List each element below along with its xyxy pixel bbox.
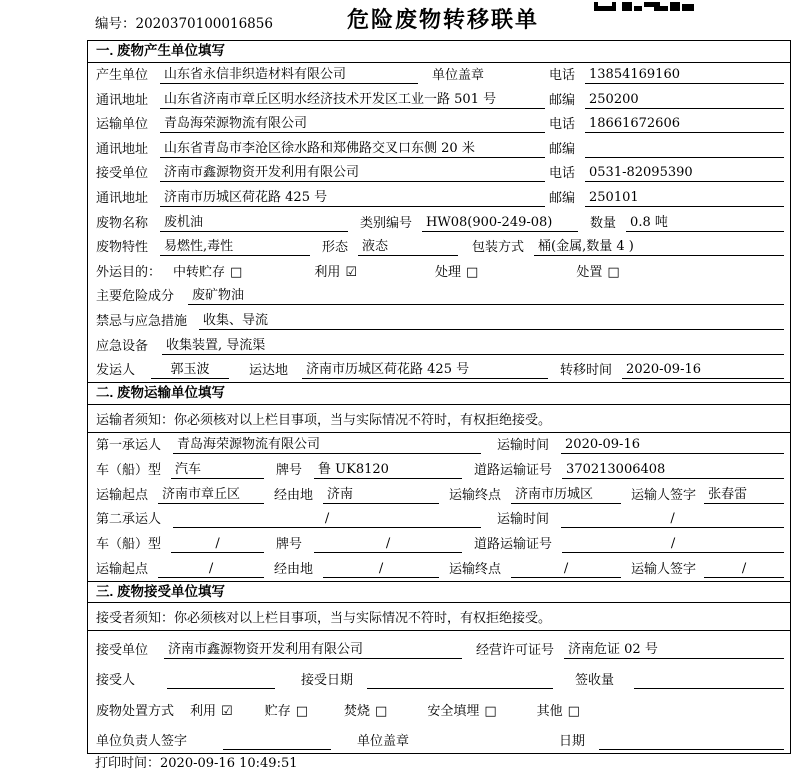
checkbox-unchecked-icon: □	[607, 264, 620, 280]
amount-value	[634, 671, 784, 689]
section-receiver	[88, 581, 790, 754]
receive-person-row	[88, 662, 790, 693]
receiver-label: 接受单位	[96, 166, 149, 182]
end2-label: 运输终点	[449, 561, 502, 577]
category-value: HW08(900-249-08)	[422, 214, 578, 232]
carrier2-label: 第二承运人	[96, 512, 162, 528]
end1-value: 济南市历城区	[511, 486, 621, 504]
transporter-notice: 运输者须知：你必须核对以上栏目事项，当与实际情况不符时，有权拒绝接受。	[88, 405, 790, 433]
shipper-value: 郭玉波	[151, 361, 229, 379]
receive-person-label: 接受人	[96, 673, 136, 689]
checkbox-unchecked-icon: □	[466, 264, 479, 280]
end2-value: /	[511, 560, 621, 578]
receive-unit-row	[88, 631, 790, 662]
receive-date-value	[367, 671, 553, 689]
end1-label: 运输终点	[449, 487, 502, 503]
zip3-label: 邮编	[549, 191, 576, 207]
hazard-row	[88, 284, 790, 309]
serial-number: 2020370100016856	[135, 16, 273, 32]
time1-label: 运输时间	[497, 438, 550, 454]
route2-row	[88, 556, 790, 581]
sign2-value: /	[704, 560, 784, 578]
qty-value: 0.8 吨	[626, 214, 784, 232]
sign1-value: 张春雷	[704, 486, 784, 504]
section-transporter	[88, 382, 790, 581]
zip1-label: 邮编	[549, 92, 576, 108]
phone3-group	[549, 164, 784, 182]
receiver-address-row	[88, 185, 790, 210]
carrier2-value: /	[173, 510, 481, 528]
addr2-label: 通讯地址	[96, 141, 149, 157]
phone1-value: 13854169160	[585, 66, 784, 84]
equipment-label: 应急设备	[96, 338, 149, 354]
zip2-label: 邮编	[549, 141, 576, 157]
vehicle1-label: 车（船）型	[96, 463, 162, 479]
origin2-value: /	[158, 560, 264, 578]
transfer-manifest-form	[87, 40, 791, 754]
receive-unit-label: 接受单位	[96, 642, 149, 658]
permit1-value: 370213006408	[562, 461, 784, 479]
carrier1-label: 第一承运人	[96, 438, 162, 454]
phone3-value: 0531-82095390	[585, 164, 784, 182]
permit2-label: 道路运输证号	[474, 537, 553, 553]
section1-header: 一. 废物产生单位填写	[88, 41, 790, 63]
producer-value: 山东省永信非织造材料有限公司	[160, 66, 418, 84]
purpose-option-dispose: 处置 □	[576, 264, 620, 280]
via1-label: 经由地	[274, 487, 314, 503]
transporter-address-row	[88, 136, 790, 161]
addr2-value: 山东省青岛市李沧区徐水路和郑佛路交叉口东侧 20 米	[160, 140, 545, 158]
unit-seal2-label: 单位盖章	[357, 734, 410, 750]
addr1-value: 山东省济南市章丘区明水经济技术开发区工业一路 501 号	[160, 91, 545, 109]
transporter-value: 青岛海荣源物流有限公司	[160, 115, 545, 133]
hazard-value: 废矿物油	[188, 287, 784, 305]
qr-code-fragment-icon	[594, 0, 694, 15]
section3-header: 三. 废物接受单位填写	[88, 581, 790, 604]
time2-label: 运输时间	[497, 512, 550, 528]
receive-person-value	[167, 671, 275, 689]
emergency-label: 禁忌与应急措施	[96, 314, 188, 330]
character-value: 易燃性,毒性	[160, 238, 310, 256]
origin2-label: 运输起点	[96, 561, 149, 577]
vehicle2-label: 车（船）型	[96, 537, 162, 553]
package-label: 包装方式	[472, 240, 525, 256]
zip1-value: 250200	[585, 91, 784, 109]
zip2-group	[549, 140, 784, 158]
checkbox-unchecked-icon: □	[375, 703, 388, 719]
carrier1-row	[88, 433, 790, 458]
time1-value: 2020-09-16	[561, 436, 784, 454]
sign2-label: 运输人签字	[631, 561, 697, 577]
checkbox-unchecked-icon: □	[484, 703, 497, 719]
waste-name-row	[88, 210, 790, 235]
date2-value	[599, 732, 784, 750]
waste-character-row	[88, 235, 790, 260]
transporter-label: 运输单位	[96, 117, 149, 133]
addr1-label: 通讯地址	[96, 92, 149, 108]
via2-value: /	[323, 560, 439, 578]
producer-label: 产生单位	[96, 68, 149, 84]
purpose-option-treat: 处理 □	[435, 264, 479, 280]
producer-address-row	[88, 87, 790, 112]
shipper-row	[88, 358, 790, 383]
section2-header: 二. 废物运输单位填写	[88, 382, 790, 405]
vehicle1-row	[88, 457, 790, 482]
vehicle1-value: 汽车	[171, 461, 264, 479]
phone2-label: 电话	[549, 117, 576, 133]
license-value: 济南危证 02 号	[564, 641, 784, 659]
unit-seal-label: 单位盖章	[432, 68, 485, 84]
zip3-value: 250101	[585, 189, 784, 207]
emergency-value: 收集、导流	[199, 312, 784, 330]
transfer-time-label: 转移时间	[560, 363, 613, 379]
equipment-row	[88, 333, 790, 358]
form-value: 液态	[358, 238, 458, 256]
disposal-option-other: 其他 □	[536, 703, 580, 719]
plate1-label: 牌号	[276, 463, 303, 479]
category-label: 类别编号	[360, 215, 413, 231]
responsible-sign-row	[88, 723, 790, 754]
phone1-group	[549, 66, 784, 84]
producer-row	[88, 63, 790, 88]
carrier2-row	[88, 507, 790, 532]
zip3-group	[549, 189, 784, 207]
amount-label: 签收量	[575, 673, 615, 689]
receive-date-label: 接受日期	[301, 673, 354, 689]
date2-label: 日期	[559, 734, 586, 750]
origin1-value: 济南市章丘区	[158, 486, 264, 504]
hazard-label: 主要危险成分	[96, 289, 175, 305]
time2-value: /	[561, 510, 784, 528]
emergency-row	[88, 308, 790, 333]
plate2-value: /	[314, 535, 462, 553]
receiver-row	[88, 161, 790, 186]
phone2-value: 18661672606	[585, 115, 784, 133]
plate1-value: 鲁 UK8120	[314, 461, 462, 479]
zip2-value	[585, 140, 784, 158]
form-label: 形态	[322, 240, 349, 256]
responsible-sign-label: 单位负责人签字	[96, 734, 188, 750]
disposal-option-store: 贮存 □	[264, 703, 308, 719]
plate2-label: 牌号	[276, 537, 303, 553]
receiver-value: 济南市鑫源物资开发利用有限公司	[160, 164, 545, 182]
disposal-row	[88, 692, 790, 723]
section-producer	[88, 41, 790, 382]
addr3-value: 济南市历城区荷花路 425 号	[160, 189, 545, 207]
addr3-label: 通讯地址	[96, 191, 149, 207]
purpose-row	[88, 259, 790, 284]
print-time-line	[95, 752, 298, 771]
transfer-time-value: 2020-09-16	[622, 361, 784, 379]
disposal-label: 废物处置方式	[96, 703, 175, 719]
vehicle2-row	[88, 531, 790, 556]
sign1-label: 运输人签字	[631, 487, 697, 503]
print-time-label: 打印时间：	[95, 756, 161, 771]
purpose-option-utilize: 利用 ☑	[314, 264, 357, 280]
checkbox-checked-icon: ☑	[221, 703, 233, 719]
purpose-option-transfer-storage: 中转贮存 □	[173, 264, 243, 280]
checkbox-unchecked-icon: □	[295, 703, 308, 719]
waste-name-label: 废物名称	[96, 215, 149, 231]
checkbox-checked-icon: ☑	[345, 264, 357, 280]
dest-label: 运达地	[249, 363, 289, 379]
disposal-option-landfill: 安全填埋 □	[427, 703, 497, 719]
serial-label: 编号：	[95, 16, 136, 32]
responsible-sign-value	[223, 732, 331, 750]
disposal-option-utilize: 利用 ☑	[190, 703, 233, 719]
permit1-label: 道路运输证号	[474, 463, 553, 479]
receive-unit-value: 济南市鑫源物资开发利用有限公司	[164, 641, 462, 659]
checkbox-unchecked-icon: □	[567, 703, 580, 719]
license-label: 经营许可证号	[476, 642, 555, 658]
receiver-notice: 接受者须知：你必须核对以上栏目事项，当与实际情况不符时，有权拒绝接受。	[88, 603, 790, 631]
via1-value: 济南	[323, 486, 439, 504]
transporter-row	[88, 112, 790, 137]
phone3-label: 电话	[549, 166, 576, 182]
zip1-group	[549, 91, 784, 109]
route1-row	[88, 482, 790, 507]
waste-name-value: 废机油	[160, 214, 348, 232]
equipment-value: 收集装置, 导流渠	[162, 337, 784, 355]
phone1-label: 电话	[549, 68, 576, 84]
via2-label: 经由地	[274, 561, 314, 577]
qty-label: 数量	[590, 215, 617, 231]
dest-value: 济南市历城区荷花路 425 号	[302, 361, 548, 379]
checkbox-unchecked-icon: □	[230, 264, 243, 280]
print-time-value: 2020-09-16 10:49:51	[160, 756, 298, 771]
form-title: 危险废物转移联单	[346, 7, 539, 32]
carrier1-value: 青岛海荣源物流有限公司	[173, 436, 481, 454]
vehicle2-value: /	[171, 535, 264, 553]
package-value: 桶(金属,数量 4 )	[534, 238, 784, 256]
phone2-group	[549, 115, 784, 133]
permit2-value: /	[562, 535, 784, 553]
disposal-option-incinerate: 焚烧 □	[344, 703, 388, 719]
shipper-label: 发运人	[96, 363, 136, 379]
purpose-label: 外运目的：	[96, 264, 162, 280]
character-label: 废物特性	[96, 240, 149, 256]
origin1-label: 运输起点	[96, 487, 149, 503]
